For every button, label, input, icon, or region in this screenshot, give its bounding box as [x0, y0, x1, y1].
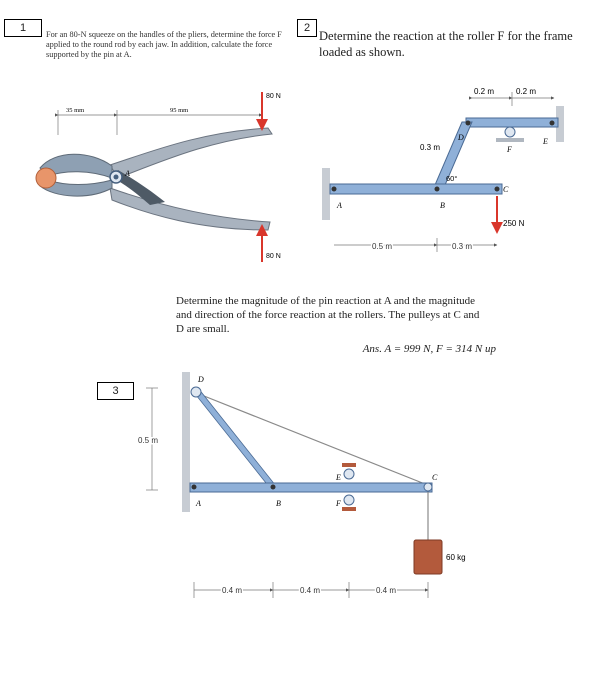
pliers-upper-handle — [110, 128, 272, 178]
roller-f — [344, 495, 354, 505]
pin-a-label: A — [125, 169, 130, 178]
pliers-dimension-lines — [58, 110, 262, 135]
frame-dim-top-right: 0.2 m — [516, 87, 537, 96]
pin-b — [435, 187, 440, 192]
label-d: D — [198, 375, 204, 384]
pliers-dim-right: 95 mm — [170, 107, 189, 114]
label-b: B — [440, 201, 445, 210]
frame-dim-bottom-left: 0.5 m — [372, 242, 393, 251]
wall — [182, 372, 190, 512]
strut-db — [192, 388, 276, 488]
force-top-label: 80 N — [266, 93, 281, 100]
pin-a — [192, 485, 197, 490]
pin-d — [466, 121, 471, 126]
mass-label: 60 kg — [446, 553, 466, 562]
problem-2-text: Determine the reaction at the roller F for the frame loaded as shown. — [319, 29, 573, 59]
problem-2-number: 2 — [297, 19, 317, 37]
roller-e-support — [342, 463, 356, 467]
frame-angle: 60° — [446, 174, 458, 183]
left-wall — [322, 168, 330, 220]
roller-e — [344, 469, 354, 479]
dim-3: 0.4 m — [376, 586, 397, 595]
label-c: C — [503, 185, 509, 194]
member-de — [466, 118, 558, 127]
label-c: C — [432, 473, 438, 482]
mass-block — [414, 540, 442, 574]
frame-dim-top-left: 0.2 m — [474, 87, 495, 96]
roller-f — [505, 127, 515, 137]
label-a: A — [196, 499, 201, 508]
label-e: E — [336, 473, 341, 482]
round-rod — [36, 168, 56, 188]
label-f: F — [507, 145, 512, 154]
pliers-figure — [0, 70, 310, 270]
problem-3-number: 3 — [97, 382, 134, 400]
label-a: A — [337, 201, 342, 210]
problem-3-answer: Ans. A = 999 N, F = 314 N up — [362, 343, 496, 355]
frame-bottom-dimensions — [334, 238, 497, 252]
beam-ac — [190, 483, 432, 492]
frame-load: 250 N — [503, 219, 525, 228]
pin-b — [271, 485, 276, 490]
dim-vertical: 0.5 m — [138, 436, 159, 445]
problem-1-number: 1 — [4, 19, 42, 37]
pliers-dim-left: 35 mm — [66, 107, 85, 114]
label-e: E — [543, 137, 548, 146]
frame-dim-bottom-right: 0.3 m — [452, 242, 473, 251]
pin-a-center — [114, 175, 119, 180]
frame-dim-incline: 0.3 m — [420, 143, 441, 152]
problem-1-text: For an 80-N squeeze on the handles of the pliers, determine the force F applied to the round rod by each jaw. In addition, calculate the force supported by the pin at A. — [46, 30, 282, 59]
dim-2: 0.4 m — [300, 586, 321, 595]
pliers-lower-handle — [110, 188, 270, 230]
pin-e — [550, 121, 555, 126]
label-f: F — [336, 499, 341, 508]
force-bottom-label: 80 N — [266, 253, 281, 260]
pulley-frame-figure — [130, 368, 470, 608]
label-d: D — [458, 133, 464, 142]
pin-a — [332, 187, 337, 192]
label-b: B — [276, 499, 281, 508]
dim-1: 0.4 m — [222, 586, 243, 595]
pulley-d — [191, 387, 201, 397]
problem-3-text: Determine the magnitude of the pin reaction at A and the magnitude and direction of the force reaction at the rollers. The pulleys at C and D are small. — [176, 295, 480, 335]
pin-c — [495, 187, 500, 192]
roller-f-support — [342, 507, 356, 511]
roller-f-support — [496, 138, 524, 142]
frame-figure — [300, 80, 610, 270]
member-ac — [330, 184, 502, 194]
pulley-c — [424, 483, 432, 491]
cable-dc — [194, 392, 430, 486]
